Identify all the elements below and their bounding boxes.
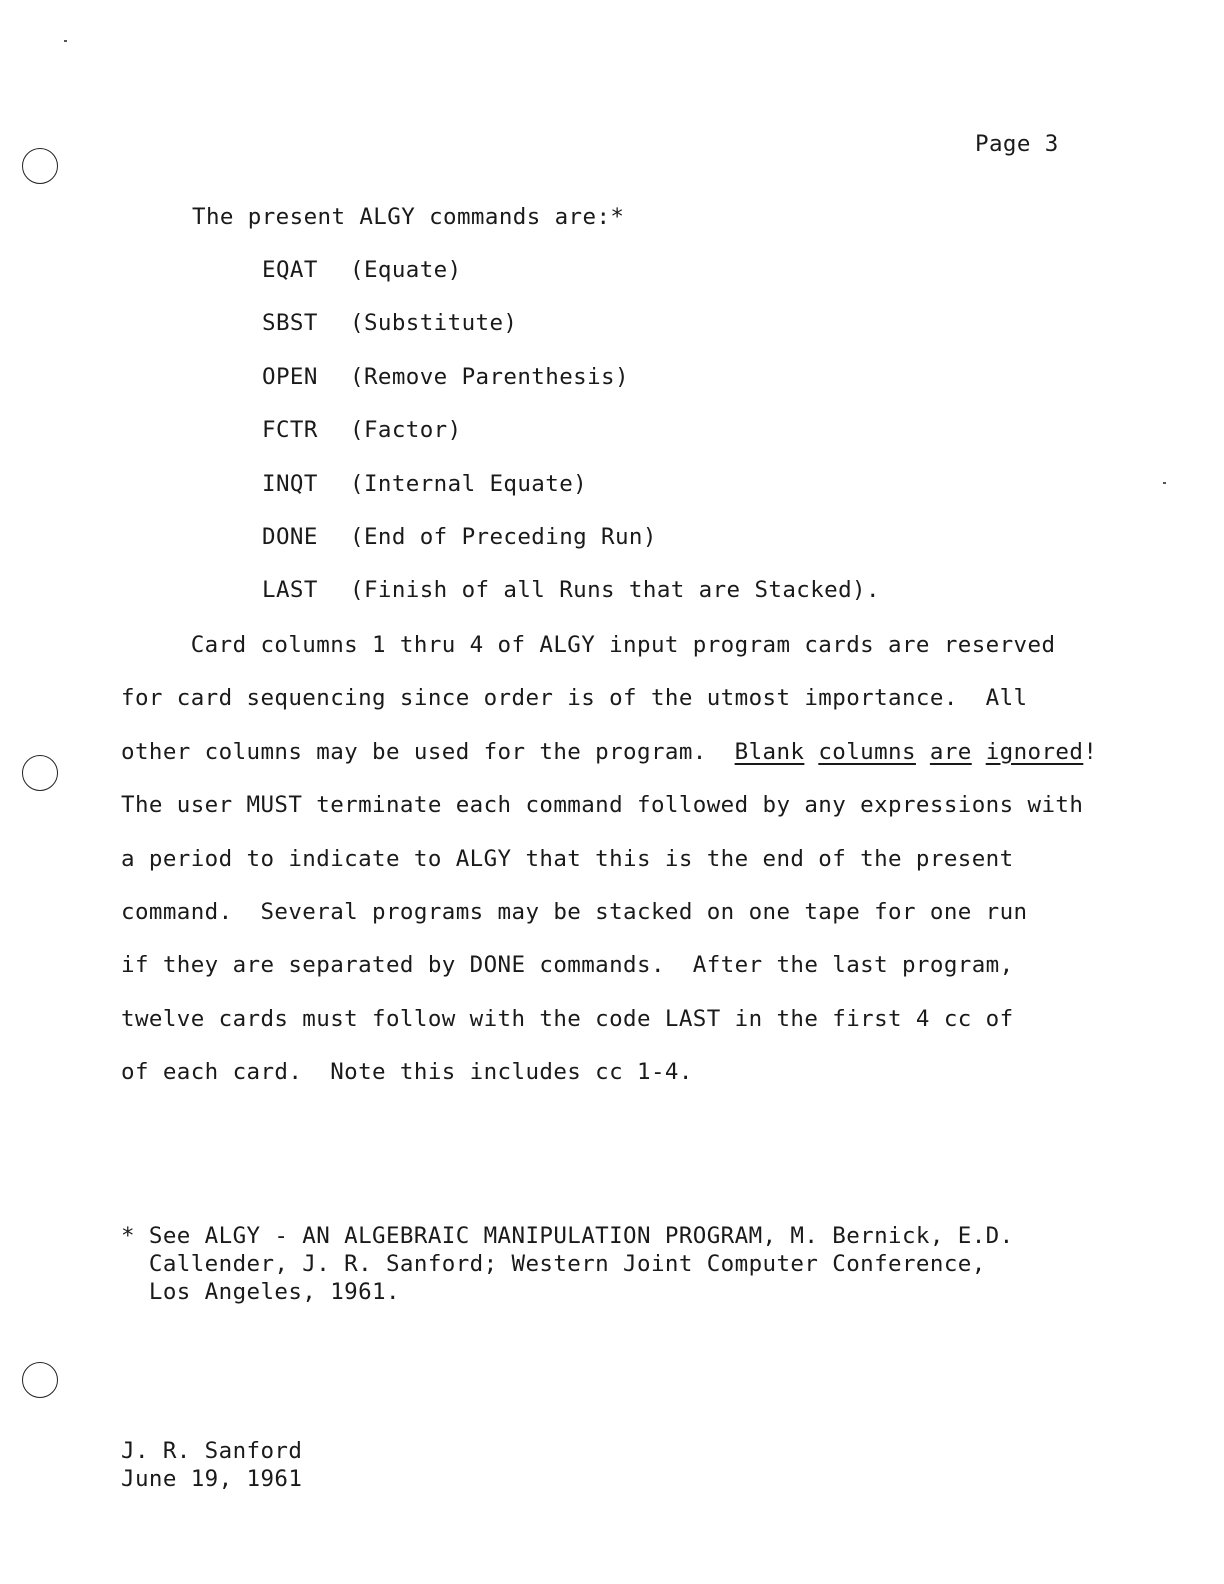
command-item	[262, 524, 880, 577]
page-number: Page 3	[975, 131, 1059, 157]
command-code: EQAT	[262, 257, 318, 283]
paragraph-line: Card columns 1 thru 4 of ALGY input program cards are reserved	[121, 632, 1056, 658]
command-code: OPEN	[262, 363, 318, 390]
command-description: (End of Preceding Run)	[350, 523, 657, 550]
command-item	[262, 577, 880, 630]
command-item	[262, 257, 880, 310]
command-description: (Finish of all Runs that are Stacked).	[350, 577, 880, 604]
paragraph-line: twelve cards must follow with the code LAST in the first 4 cc of	[121, 1005, 1014, 1032]
command-description: (Equate)	[350, 257, 462, 283]
binder-hole-bottom	[22, 1362, 58, 1398]
command-description: (Internal Equate)	[350, 470, 588, 497]
paragraph-line: The user MUST terminate each command followed by any expressions with	[121, 792, 1084, 819]
command-code: DONE	[262, 523, 318, 550]
footnote-line: Callender, J. R. Sanford; Western Joint Computer Conference,	[121, 1251, 986, 1277]
paragraph-line: of each card. Note this includes cc 1-4.	[121, 1059, 693, 1086]
body-paragraph	[121, 632, 1121, 1113]
command-list	[262, 257, 880, 631]
footnote	[121, 1222, 1014, 1306]
command-code: FCTR	[262, 417, 318, 444]
command-description: (Remove Parenthesis)	[350, 363, 629, 390]
scan-speck	[1163, 482, 1166, 484]
paragraph-line	[121, 739, 1121, 792]
footnote-line: * See ALGY - AN ALGEBRAIC MANIPULATION PROGRAM, M. Bernick, E.D.	[121, 1223, 1014, 1249]
footnote-line: Los Angeles, 1961.	[121, 1279, 400, 1305]
exclamation-mark: !	[1083, 738, 1098, 765]
command-item	[262, 364, 880, 417]
command-list-intro: The present ALGY commands are:*	[192, 204, 625, 230]
command-code: LAST	[262, 577, 318, 604]
underlined-word: ignored	[985, 738, 1084, 765]
command-item	[262, 471, 880, 524]
paragraph-line: for card sequencing since order is of the utmost importance. All	[121, 685, 1028, 712]
underlined-word: are	[929, 738, 972, 765]
binder-hole-top	[22, 148, 58, 184]
document-date: June 19, 1961	[121, 1466, 303, 1492]
paragraph-text: other columns may be used for the program.	[121, 738, 735, 765]
paragraph-line: a period to indicate to ALGY that this is the end of the present	[121, 845, 1014, 872]
scan-speck	[64, 40, 67, 42]
command-description: (Factor)	[350, 417, 462, 444]
command-code: INQT	[262, 470, 318, 497]
command-item	[262, 417, 880, 470]
signature-block	[121, 1437, 302, 1493]
command-item	[262, 310, 880, 363]
command-description: (Substitute)	[350, 310, 518, 337]
underlined-word: Blank	[734, 738, 805, 765]
author-name: J. R. Sanford	[121, 1438, 303, 1464]
binder-hole-middle	[22, 755, 58, 791]
command-code: SBST	[262, 310, 318, 337]
paragraph-line: command. Several programs may be stacked on one tape for one run	[121, 898, 1028, 925]
underlined-word: columns	[818, 738, 916, 765]
paragraph-line: if they are separated by DONE commands. After the last program,	[121, 952, 1014, 979]
